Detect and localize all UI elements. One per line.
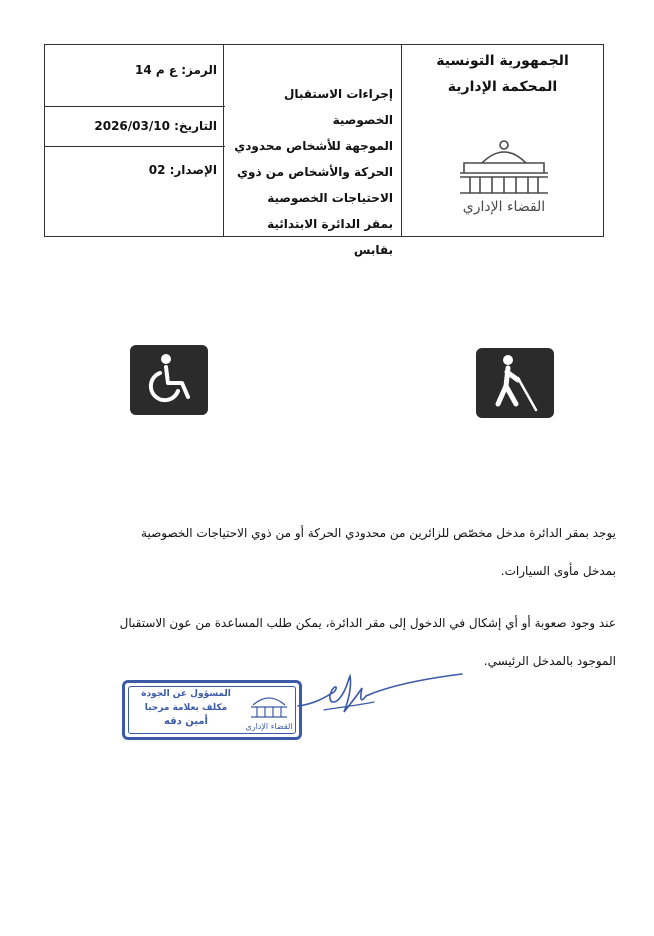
title-line: الاحتياجات الخصوصية	[267, 191, 393, 205]
header-meta-cell	[45, 45, 225, 236]
wheelchair-icon	[130, 345, 208, 415]
title-line: الموجهة للأشخاص محدودي	[234, 139, 393, 153]
stamp-signer-name: أمين دقه	[164, 716, 208, 727]
title-line: الحركة والأشخاص من ذوي	[237, 165, 393, 179]
stamp-logo	[245, 689, 293, 733]
court-name: المحكمة الإدارية	[447, 79, 558, 95]
date-row	[45, 107, 225, 147]
blind-person-icon	[476, 348, 554, 418]
stamp-logo-caption: القضاء الإداري	[245, 722, 293, 731]
document-date: التاريخ: 2026/03/10	[94, 119, 217, 133]
code-row	[45, 45, 225, 107]
header-institution-cell	[401, 45, 603, 236]
paragraph-line: عند وجود صعوبة أو أي إشكال في الدخول إلى مقر الدائرة، يمكن طلب المساعدة من عون الاستقبال	[119, 616, 616, 630]
document-version: الإصدار: 02	[148, 163, 217, 177]
stamp-line-1: المسؤول عن الجودة	[141, 689, 231, 699]
procedure-title	[232, 81, 393, 263]
logo-caption: القضاء الإداري	[462, 199, 546, 215]
document-code: الرمز: ع م 14	[134, 63, 217, 77]
title-line: بمقر الدائرة الابتدائية بقابس	[267, 217, 393, 257]
header-table	[44, 44, 604, 257]
paragraph-line: بمدخل مأوى السيارات.	[500, 564, 616, 578]
paragraph-line: الموجود بالمدخل الرئيسي.	[483, 654, 616, 668]
administrative-court-logo	[452, 133, 556, 217]
version-row	[45, 147, 225, 238]
paragraph-line: يوجد بمقر الدائرة مدخل مخصّص للزائرين من محدودي الحركة أو من ذوي الاحتياجات الخصوصية	[141, 526, 616, 540]
title-line: إجراءات الاستقبال الخصوصية	[283, 87, 393, 127]
header-title-cell	[223, 45, 401, 257]
stamp-line-2: مكلف بعلامة مرحبا	[144, 703, 228, 713]
handwritten-signature	[294, 666, 470, 724]
country-name: الجمهورية التونسية	[436, 53, 569, 69]
quality-stamp	[122, 680, 302, 740]
entrance-paragraph	[18, 514, 616, 590]
stamp-text	[131, 687, 241, 729]
